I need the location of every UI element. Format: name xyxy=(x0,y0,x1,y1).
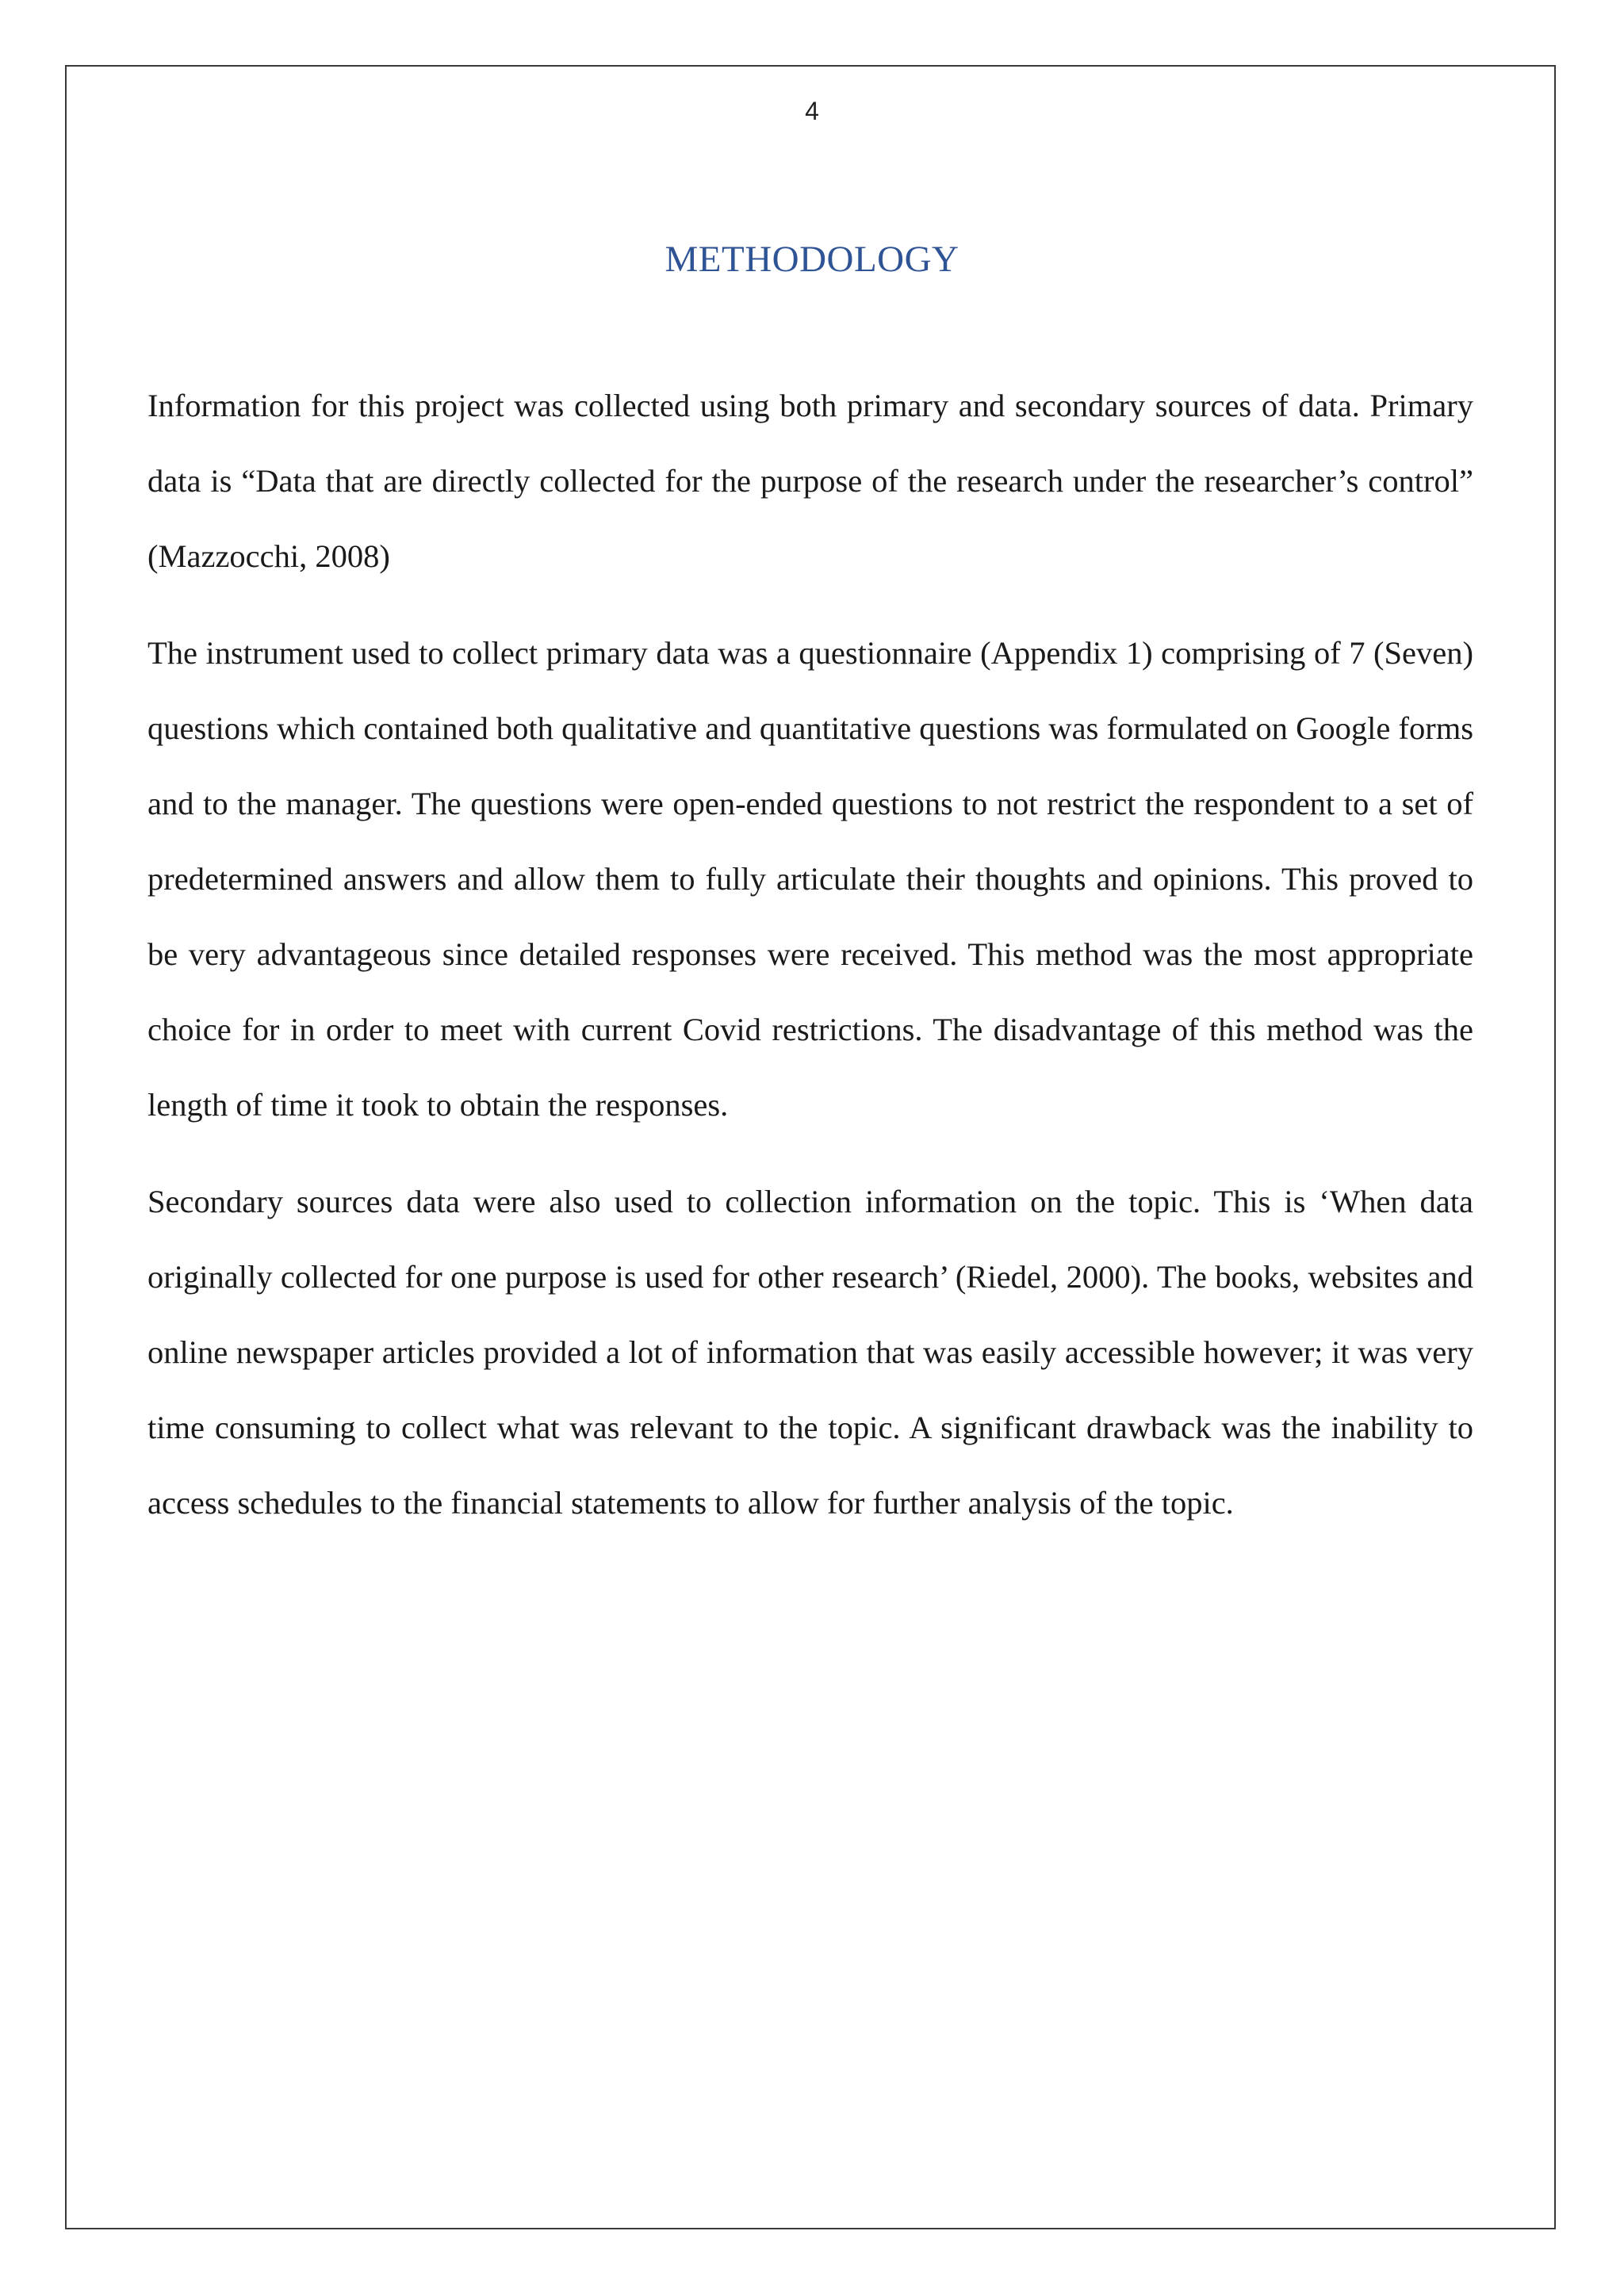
paragraph-text: The instrument used to collect primary data was a questionnaire (Appendix 1) comprising of 7 (Seven) questions which contained both qualitative and quantitative questions was formulated on Google forms and to the manager. The questions were open-ended questions to not restrict the respondent to a set of predetermined answers and allow them to fully articulate their thoughts and opinions. This proved to be very advantageous since detailed responses were received. This method was the most appropriate choice for in order to meet with current Covid restrictions. The disadvantage of this method was the length of time it took to obtain the responses. xyxy=(147,635,1473,1123)
section-heading: METHODOLOGY xyxy=(665,239,959,280)
paragraph-text: Information for this project was collected using both primary and secondary sources of data. Primary data is “Data that are directly collected for the purpose of the research under the researcher’s control” (Mazzocchi, 2008) xyxy=(147,388,1473,574)
paragraph-text: Secondary sources data were also used to collection information on the topic. This is ‘When data originally collected for one purpose is used for other research’ (Riedel, 2000). The books, websites and online newspaper articles provided a lot of information that was easily accessible however; it was very time consuming to collect what was relevant to the topic. A significant drawback was the inability to access schedules to the financial statements to allow for further analysis of the topic. xyxy=(147,1184,1473,1521)
paragraph-secondary-data xyxy=(147,1164,1473,1540)
paragraph-primary-data xyxy=(147,368,1473,594)
page-number: 4 xyxy=(805,97,819,125)
paragraph-instrument xyxy=(147,615,1473,1142)
